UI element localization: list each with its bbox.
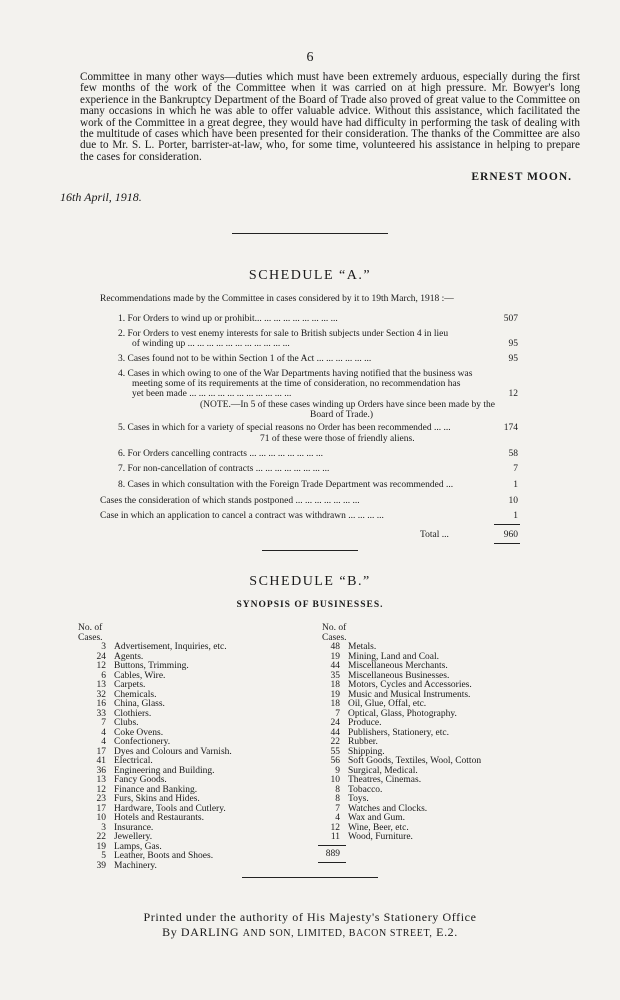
synopsis-heading: SYNOPSIS OF BUSINESSES. <box>236 600 384 610</box>
total-value: 960 <box>503 530 518 540</box>
business-name: Watches and Clocks. <box>348 803 428 814</box>
business-name: Hardware, Tools and Cutlery. <box>114 803 226 814</box>
case-count: 8 <box>335 794 340 804</box>
case-count: 7 <box>335 803 340 814</box>
business-name: Theatres, Cinemas. <box>348 775 422 785</box>
case-count: 4 <box>101 727 106 738</box>
total-rule <box>318 862 346 863</box>
business-name: Wax and Gum. <box>348 813 406 823</box>
schedule-a-row: Cases the consideration of which stands postponed ... ... ... ... ... ... ... 10 <box>100 496 518 506</box>
schedule-a-row: 2. For Orders to vest enemy interests for sale to British subjects under Section 4 in lieu <box>118 329 449 339</box>
case-count: 19 <box>96 841 106 852</box>
left-business-list <box>80 643 232 871</box>
case-count: 36 <box>96 765 106 776</box>
case-count: 3 <box>101 822 106 833</box>
business-name: Advertisement, Inquiries, etc. <box>114 642 227 652</box>
business-name: Insurance. <box>114 822 154 833</box>
row-value: 58 <box>508 449 518 459</box>
business-name: Dyes and Colours and Varnish. <box>114 746 232 757</box>
business-name: Finance and Banking. <box>114 784 198 795</box>
case-count: 13 <box>96 680 106 690</box>
schedule-a-row: 3. Cases found not to be within Section 1 of the Act ... ... ... ... ... ... 95 <box>118 354 518 364</box>
case-count: 8 <box>335 784 340 795</box>
schedule-a-row-cont: meeting some of its requirements at the time of consideration, no recommendation has <box>132 379 461 389</box>
schedule-a-row-cont: 71 of these were those of friendly aliens. <box>260 434 415 444</box>
case-count: 4 <box>335 813 340 823</box>
case-count: 12 <box>96 784 106 795</box>
schedule-a-row: 1. For Orders to wind up or prohibit... ... ... ... ... ... ... ... ... 507 <box>118 314 518 324</box>
business-name: Optical, Glass, Photography. <box>348 708 457 719</box>
case-count: 33 <box>96 708 106 719</box>
signature: ERNEST MOON. <box>471 171 572 183</box>
business-name: Carpets. <box>114 680 146 690</box>
case-count: 24 <box>330 718 340 728</box>
case-count: 56 <box>330 756 340 766</box>
business-name: Toys. <box>348 794 369 804</box>
business-row <box>314 833 481 843</box>
case-count: 22 <box>96 832 106 842</box>
business-name: Produce. <box>348 718 382 728</box>
right-business-list <box>314 643 481 843</box>
business-name: Leather, Boots and Shoes. <box>114 851 214 861</box>
case-count: 12 <box>330 822 340 833</box>
row-value: 95 <box>508 339 518 349</box>
case-count: 48 <box>330 642 340 652</box>
business-name: Publishers, Stationery, etc. <box>348 727 449 738</box>
business-name: Confectionery. <box>114 737 171 747</box>
schedule-a-row-cont: yet been made ... ... ... ... ... ... ... ... ... ... ... 12 <box>132 389 518 399</box>
case-count: 5 <box>101 851 106 861</box>
date-text: 16th April, 1918. <box>60 190 142 204</box>
business-name: Miscellaneous Merchants. <box>348 661 448 671</box>
schedule-a-intro: Recommendations made by the Committee in cases considered by it to 19th March, 1918 :— <box>100 294 454 304</box>
sum-rule <box>318 845 346 846</box>
divider-rule <box>242 877 378 878</box>
case-count: 23 <box>96 794 106 804</box>
business-name: Machinery. <box>114 860 157 871</box>
total-rule <box>494 543 520 544</box>
case-count: 39 <box>96 860 106 871</box>
case-count: 22 <box>330 737 340 747</box>
business-name: Rubber. <box>348 737 378 747</box>
page-number: 6 <box>306 50 314 65</box>
case-count: 10 <box>96 813 106 823</box>
business-name: Furs, Skins and Hides. <box>114 794 200 804</box>
case-count: 9 <box>335 765 340 776</box>
case-count: 7 <box>335 708 340 719</box>
business-name: Wine, Beer, etc. <box>348 822 409 833</box>
case-count: 44 <box>330 727 340 738</box>
case-count: 18 <box>330 680 340 690</box>
row-value: 1 <box>513 511 518 521</box>
date-line <box>60 190 142 205</box>
business-name: Motors, Cycles and Accessories. <box>348 680 472 690</box>
schedule-a-row: 6. For Orders cancelling contracts ... ... ... ... ... ... ... ... 58 <box>118 449 518 459</box>
schedule-a-row: 5. Cases in which for a variety of special reasons no Order has been recommended ... ... 174 <box>118 423 518 433</box>
row-value: 12 <box>508 389 518 399</box>
case-count: 12 <box>96 661 106 671</box>
total-label: Total ... <box>420 530 449 540</box>
case-count: 7 <box>101 718 106 728</box>
business-name: Hotels and Restaurants. <box>114 813 204 823</box>
schedule-a-row: 8. Cases in which consultation with the Foreign Trade Department was recommended ... 1 <box>118 480 518 490</box>
case-count: 41 <box>96 756 106 766</box>
printer-line-2: By DARLING AND SON, LIMITED, BACON STREET, E.2. <box>162 925 458 939</box>
business-name: Engineering and Building. <box>114 765 215 776</box>
case-count: 24 <box>96 651 106 662</box>
business-name: Clubs. <box>114 718 139 728</box>
schedule-a-note-cont: Board of Trade.) <box>310 410 374 420</box>
case-count: 18 <box>330 699 340 709</box>
business-name: Surgical, Medical. <box>348 765 418 776</box>
schedule-a-note: (NOTE.—In 5 of these cases winding up Orders have since been made by the <box>200 400 495 410</box>
case-count: 11 <box>330 832 340 842</box>
right-column-head: No. of Cases. <box>322 623 347 643</box>
divider-rule <box>262 550 358 551</box>
business-name: Miscellaneous Businesses. <box>348 670 450 681</box>
case-count: 32 <box>96 689 106 700</box>
case-count: 4 <box>101 737 106 747</box>
business-name: Fancy Goods. <box>114 775 167 785</box>
business-name: Electrical. <box>114 756 153 766</box>
business-name: Wood, Furniture. <box>348 832 413 842</box>
schedule-b-title: SCHEDULE “B.” <box>249 574 371 589</box>
left-column-head: No. of Cases. <box>78 623 103 643</box>
case-count: 19 <box>330 651 340 662</box>
sum-rule <box>494 524 520 525</box>
row-value: 507 <box>503 314 518 324</box>
business-name: China, Glass. <box>114 699 165 709</box>
row-value: 95 <box>508 354 518 364</box>
business-name: Coke Ovens. <box>114 727 164 738</box>
schedule-a-row-cont: of winding up ... ... ... ... ... ... ... ... ... ... ... 95 <box>132 339 518 349</box>
schedule-a-row: 4. Cases in which owing to one of the War Departments having notified that the business was <box>118 369 473 379</box>
business-name: Tobacco. <box>348 784 383 795</box>
case-count: 35 <box>330 670 340 681</box>
business-name: Cables, Wire. <box>114 670 166 681</box>
case-count: 3 <box>101 642 106 652</box>
schedule-a-row: Case in which an application to cancel a contract was withdrawn ... ... ... ... 1 <box>100 511 518 521</box>
case-count: 19 <box>330 689 340 700</box>
business-name: Mining, Land and Coal. <box>348 651 440 662</box>
intro-paragraph <box>80 72 580 163</box>
schedule-a-total <box>420 530 518 540</box>
right-column-total: 889 <box>325 849 340 859</box>
business-name: Music and Musical Instruments. <box>348 689 471 700</box>
business-name: Chemicals. <box>114 689 157 700</box>
row-value: 10 <box>508 496 518 506</box>
case-count: 10 <box>330 775 340 785</box>
business-name: Soft Goods, Textiles, Wool, Cotton <box>348 756 482 766</box>
schedule-a-title: SCHEDULE “A.” <box>248 268 372 283</box>
business-name: Agents. <box>114 651 144 662</box>
case-count: 17 <box>96 746 106 757</box>
case-count: 55 <box>330 746 340 757</box>
case-count: 16 <box>96 699 106 709</box>
business-name: Lamps, Gas. <box>114 841 162 852</box>
case-count: 6 <box>101 670 106 681</box>
row-value: 1 <box>513 480 518 490</box>
divider-rule <box>232 233 388 234</box>
business-name: Buttons, Trimming. <box>114 661 189 671</box>
schedule-a-row: 7. For non-cancellation of contracts ... ... ... ... ... ... ... ... 7 <box>118 464 518 474</box>
intro-text: Committee in many other ways—duties which must have been extremely arduous, especially during the first few months of the work of the Committee when it was carried on at high pressure. Mr. Bowyer's long experience in the Bankruptcy Department of the Board of Trade also proved of great value to the Committee on many occasions in which he was able to offer valuable advice. Without this assistance, which facilitated the work of the Committee in a great degree, they would have had difficulty in performing the task of dealing with the multitude of cases which have been presented for their consideration. The thanks of the Committee are also due to Mr. S. L. Porter, barrister-at-law, who, for some time, volunteered his assistance in helping to prepare the cases for consideration. <box>80 71 580 163</box>
business-name: Oil, Glue, Offal, etc. <box>348 699 427 709</box>
case-count: 17 <box>96 803 106 814</box>
printer-line-1: Printed under the authority of His Majesty's Stationery Office <box>143 910 477 924</box>
business-name: Clothiers. <box>114 708 152 719</box>
case-count: 44 <box>330 661 340 671</box>
case-count: 13 <box>96 775 106 785</box>
business-row <box>80 862 232 872</box>
business-name: Jewellery. <box>114 832 153 842</box>
row-value: 7 <box>513 464 518 474</box>
business-name: Shipping. <box>348 746 385 757</box>
row-value: 174 <box>503 423 518 433</box>
business-name: Metals. <box>348 642 377 652</box>
